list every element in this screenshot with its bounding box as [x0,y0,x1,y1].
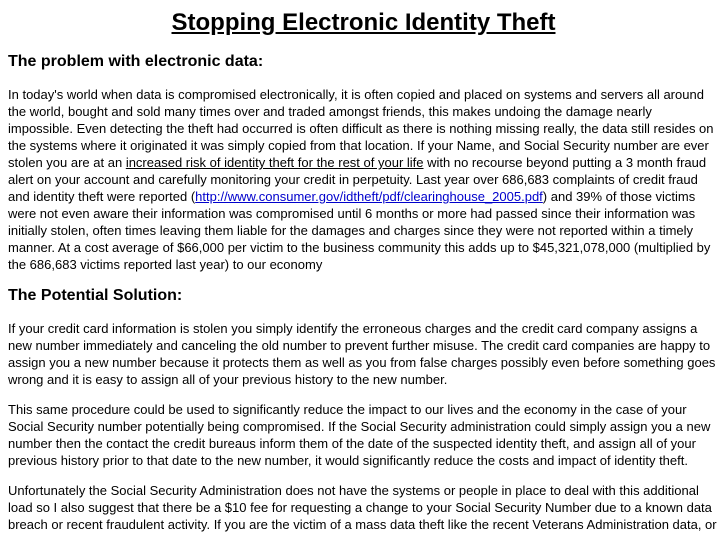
solution-paragraph-2: This same procedure could be used to significantly reduce the impact to our lives and the economy in the case of your Social Security number potentially being compromised. If the Social Security administration could simply assign you a new number then the contact the credit bureaus inform them of the date of the suspected identity theft, and assign all of your previous history prior to that date to the new number, it would significantly reduce the costs and impact of identity theft. [8,402,711,468]
problem-paragraph [8,86,719,273]
problem-text-part2: with no recourse beyond putting a 3 month fraud alert on your account and carefully monitoring your credit in perpetuity. Last year over 686,683 complaints of credit fraud and identity theft were reported ( [8,155,707,204]
page-title: Stopping Electronic Identity Theft [171,9,556,36]
solution-paragraph-1: If your credit card information is stolen you simply identify the erroneous charges and the credit card company assigns a new number immediately and canceling the old number to prevent further misuse. The credit card companies are happy to assign you a new number because it protects them as well as you from false charges possibly even before something goes wrong and it is easy to assign all of your previous history to the new number. [8,321,716,387]
solution-paragraph-3: Unfortunately the Social Security Administration does not have the systems or people in place to deal with this additional load so I also suggest that there be a $10 fee for requesting a change to your Social Security Number due to a known data breach or recent fraudulent activity. If you are the victim of a mass data theft like the recent Veterans Administration data, or [8,483,717,532]
section-heading-problem: The problem with electronic data: [8,53,264,70]
section-heading-solution: The Potential Solution: [8,287,183,304]
clearinghouse-link[interactable]: http://www.consumer.gov/idtheft/pdf/clearinghouse_2005.pdf [195,189,543,204]
problem-text-part1: In today's world when data is compromised electronically, it is often copied and placed on systems and servers all around the world, bought and sold many times over and traded amongst friends, this makes undoing the damage nearly impossible. Even detecting the theft had occurred is often difficult as there is nothing missing really, the data still resides on the systems where it originated it was simply copied from that location. If your Name, and Social Security number are ever stolen you are at an [8,87,714,170]
problem-text-part3: ) and 39% of those victims were not even aware their information was compromised until 6 months or more had passed since their information was initially stolen, often times leaving them liable for the damages and charges since they were not reported within a timely manner. At a cost average of $66,000 per victim to the business community this adds up to $45,321,078,000 (multiplied by the 686,683 victims reported last year) to our economy [8,189,711,272]
page [0,8,727,533]
risk-underlined-text: increased risk of identity theft for the rest of your life [125,155,424,170]
